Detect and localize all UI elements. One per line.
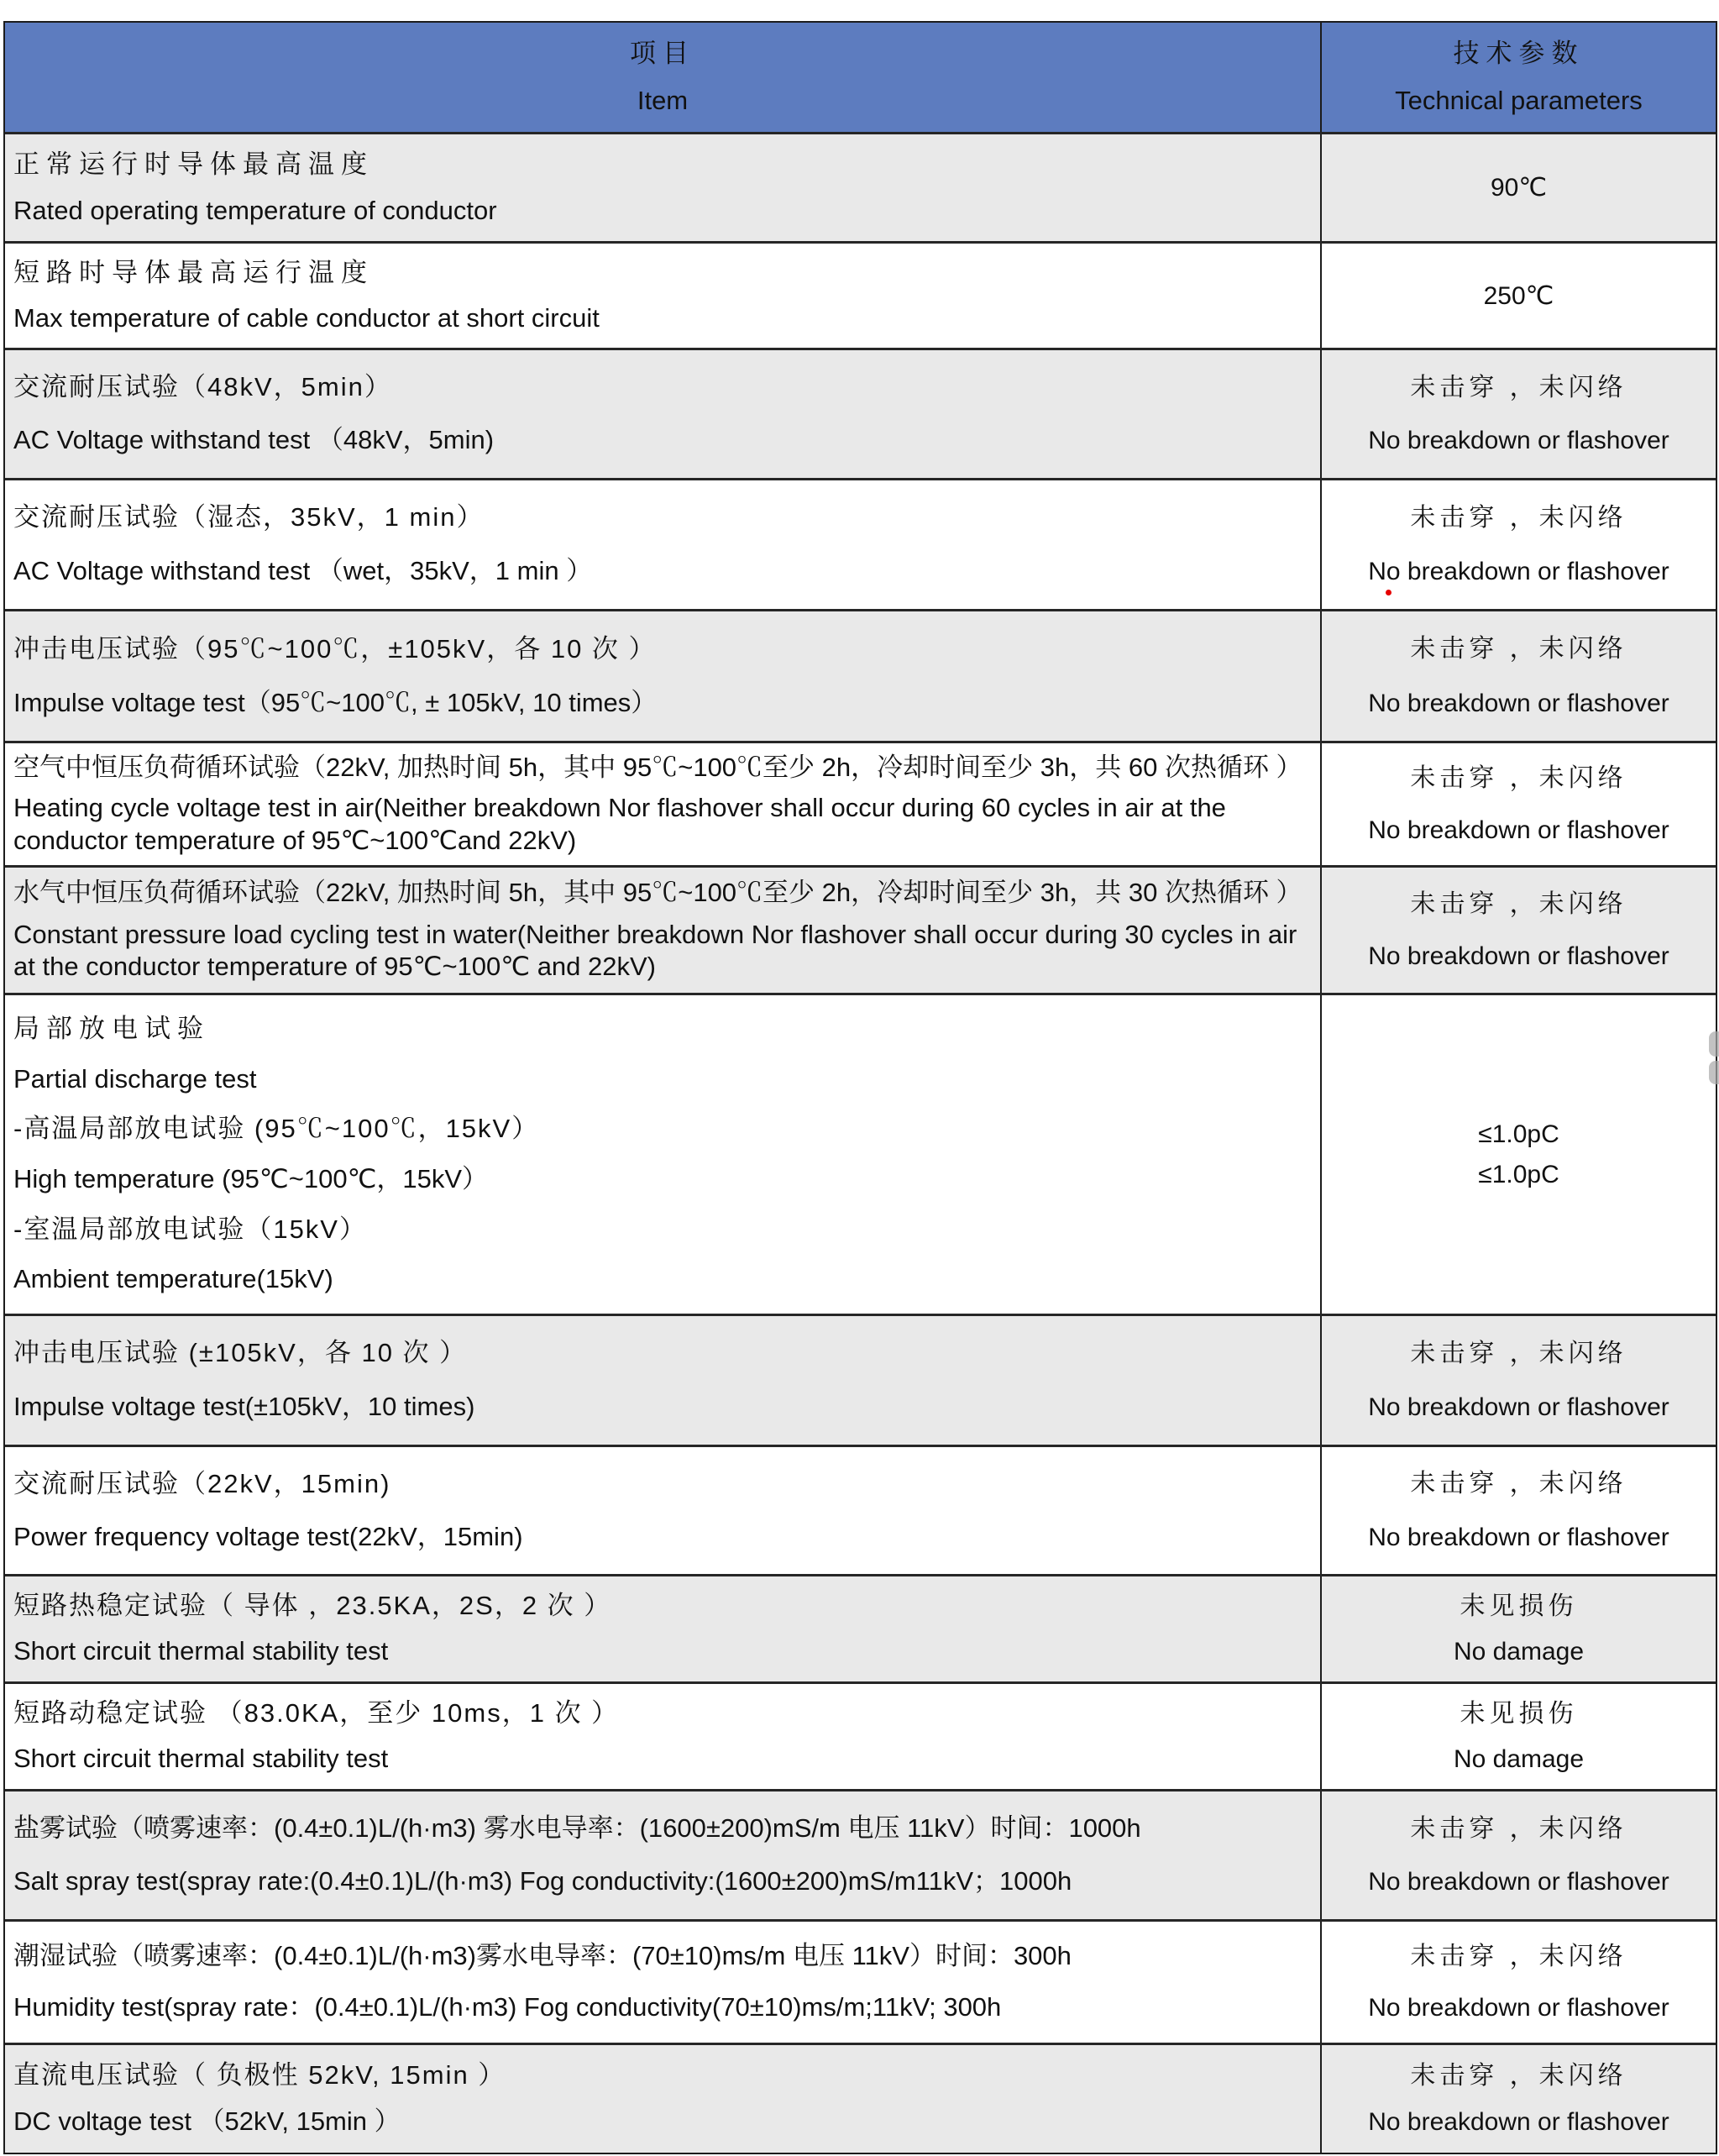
header-params-cell bbox=[1320, 23, 1716, 132]
value-text-cn: 未击穿 ，未闪络 bbox=[1410, 635, 1627, 664]
value-text-cn: 未击穿 ，未闪络 bbox=[1410, 1814, 1627, 1843]
technical-parameters-table bbox=[3, 21, 1717, 2154]
item-subtext-cn-ambient: -室温局部放电试验（15kV） bbox=[13, 1214, 367, 1244]
value-cell bbox=[1320, 2045, 1716, 2153]
item-text-cn: 冲击电压试验 (±105kV，各 10 次 ） bbox=[13, 1338, 468, 1368]
value-cell bbox=[1320, 1576, 1716, 1681]
item-cell bbox=[5, 1316, 1320, 1445]
value-text-en: No damage bbox=[1453, 1745, 1585, 1774]
value-text: 90℃ bbox=[1490, 174, 1548, 202]
value-text-cn: 未击穿 ，未闪络 bbox=[1410, 1943, 1627, 1970]
item-cell bbox=[5, 134, 1320, 241]
value-cell bbox=[1320, 1316, 1716, 1445]
value-cell bbox=[1320, 995, 1716, 1314]
stray-red-dot-annotation bbox=[1386, 590, 1391, 595]
item-text-cn: 短路动稳定试验 （83.0KA，至少 10ms，1 次 ） bbox=[13, 1697, 620, 1728]
value-text-en: No breakdown or flashover bbox=[1368, 1523, 1669, 1551]
header-item-label-en: Item bbox=[637, 85, 689, 115]
header-params-label-en: Technical parameters bbox=[1395, 85, 1643, 115]
row-short-circuit-thermal-stability bbox=[5, 1574, 1716, 1681]
value-text-en: No breakdown or flashover bbox=[1368, 689, 1669, 717]
row-heating-cycle-air bbox=[5, 741, 1716, 865]
value-text-cn: 未击穿 ，未闪络 bbox=[1410, 889, 1627, 918]
row-impulse-voltage-95-100 bbox=[5, 609, 1716, 741]
row-rated-operating-temperature bbox=[5, 132, 1716, 241]
item-cell bbox=[5, 611, 1320, 741]
item-text-en: Heating cycle voltage test in air(Neither breakdown Nor flashover shall occur during 60 cycles in air at the conductor temperature of 95℃~100℃and 22kV) bbox=[13, 792, 1226, 855]
item-cell bbox=[5, 1791, 1320, 1919]
item-text-cn: 空气中恒压负荷循环试验（22kV, 加热时间 5h，其中 95℃~100℃至少 2h，冷却时间至少 3h，共 60 次热循环 ） bbox=[13, 752, 1302, 782]
row-partial-discharge-test bbox=[5, 993, 1716, 1314]
value-text-en: No breakdown or flashover bbox=[1368, 1994, 1669, 2022]
header-params-label-cn: 技术参数 bbox=[1453, 38, 1585, 68]
value-text-cn: 未击穿 ，未闪络 bbox=[1410, 373, 1627, 401]
value-text-en: No breakdown or flashover bbox=[1368, 427, 1669, 455]
item-text-en: Humidity test(spray rate：(0.4±0.1)L/(h·m3) Fog conductivity(70±10)ms/m;11kV; 300h bbox=[13, 1992, 1002, 2022]
item-text-cn: 正常运行时导体最高温度 bbox=[13, 149, 374, 179]
item-text-cn: 交流耐压试验（湿态，35kV，1 min） bbox=[13, 502, 485, 532]
row-ac-voltage-withstand-48kv bbox=[5, 348, 1716, 478]
item-cell bbox=[5, 244, 1320, 348]
value-cell bbox=[1320, 480, 1716, 609]
item-cell bbox=[5, 1684, 1320, 1789]
right-edge-scrollbar-fragment bbox=[1709, 1061, 1719, 1084]
value-cell bbox=[1320, 868, 1716, 993]
item-cell bbox=[5, 868, 1320, 993]
row-humidity-test bbox=[5, 1919, 1716, 2043]
row-short-circuit-max-temperature bbox=[5, 241, 1716, 348]
item-subtext-en-high-temp: High temperature (95℃~100℃，15kV） bbox=[13, 1163, 489, 1193]
value-text-en: No breakdown or flashover bbox=[1368, 558, 1669, 585]
value-text-en: No breakdown or flashover bbox=[1368, 2108, 1669, 2137]
item-cell bbox=[5, 1447, 1320, 1574]
value-cell bbox=[1320, 244, 1716, 348]
item-text-cn: 交流耐压试验（48kV，5min） bbox=[13, 371, 392, 401]
item-cell bbox=[5, 480, 1320, 609]
row-short-circuit-dynamic-stability bbox=[5, 1681, 1716, 1789]
item-cell bbox=[5, 743, 1320, 865]
item-text-en: Max temperature of cable conductor at short circuit bbox=[13, 302, 600, 333]
value-cell bbox=[1320, 611, 1716, 741]
value-cell bbox=[1320, 1447, 1716, 1574]
value-cell bbox=[1320, 1791, 1716, 1919]
row-power-frequency-voltage bbox=[5, 1445, 1716, 1574]
value-text-cn: 未击穿 ，未闪络 bbox=[1410, 2061, 1627, 2090]
row-salt-spray-test bbox=[5, 1789, 1716, 1919]
value-cell bbox=[1320, 1684, 1716, 1789]
value-text-cn: 未见损伤 bbox=[1460, 1592, 1578, 1620]
item-subtext-cn-high-temp: -高温局部放电试验 (95℃~100℃，15kV） bbox=[13, 1114, 540, 1144]
value-text-en: No breakdown or flashover bbox=[1368, 1868, 1669, 1896]
item-text-cn: 直流电压试验（ 负极性 52kV, 15min ） bbox=[13, 2059, 506, 2090]
item-cell bbox=[5, 1576, 1320, 1681]
item-text-cn: 冲击电压试验（95℃~100℃，±105kV，各 10 次 ） bbox=[13, 633, 657, 664]
value-text-line1: ≤1.0pC bbox=[1478, 1120, 1559, 1148]
item-text-cn: 短路热稳定试验（ 导体 ，23.5KA，2S，2 次 ） bbox=[13, 1590, 612, 1620]
item-text-en: AC Voltage withstand test （wet，35kV，1 min ） bbox=[13, 556, 593, 586]
row-ac-voltage-withstand-wet-35kv bbox=[5, 478, 1716, 609]
header-item-label-cn: 项目 bbox=[630, 38, 695, 68]
row-dc-voltage-test bbox=[5, 2043, 1716, 2153]
value-text-line2: ≤1.0pC bbox=[1478, 1160, 1559, 1188]
item-cell bbox=[5, 2045, 1320, 2153]
value-text-en: No damage bbox=[1453, 1638, 1585, 1666]
item-text-en: AC Voltage withstand test （48kV，5min) bbox=[13, 425, 495, 455]
value-cell bbox=[1320, 743, 1716, 865]
value-text-cn: 未击穿 ，未闪络 bbox=[1410, 1470, 1627, 1498]
value-text-cn: 未击穿 ，未闪络 bbox=[1410, 504, 1627, 532]
row-impulse-voltage-105kv bbox=[5, 1314, 1716, 1445]
item-text-en: Power frequency voltage test(22kV，15min) bbox=[13, 1521, 523, 1551]
item-text-en: Short circuit thermal stability test bbox=[13, 1744, 389, 1774]
value-text-en: No breakdown or flashover bbox=[1368, 942, 1669, 971]
item-text-cn: 短路时导体最高运行温度 bbox=[13, 257, 374, 287]
header-item-cell bbox=[5, 23, 1320, 132]
value-text-cn: 未击穿 ，未闪络 bbox=[1410, 764, 1627, 793]
item-text-en: Constant pressure load cycling test in water(Neither breakdown Nor flashover shall occur during 30 cycles in air at the conductor temperature of 95℃~100℃ and 22kV) bbox=[13, 919, 1297, 982]
value-text-en: No breakdown or flashover bbox=[1368, 1393, 1669, 1421]
item-text-cn: 盐雾试验（喷雾速率：(0.4±0.1)L/(h·m3) 雾水电导率：(1600±200)mS/m 电压 11kV）时间：1000h bbox=[13, 1812, 1141, 1843]
value-cell bbox=[1320, 1922, 1716, 2043]
item-cell bbox=[5, 350, 1320, 478]
item-text-cn: 潮湿试验（喷雾速率：(0.4±0.1)L/(h·m3)雾水电导率：(70±10)ms/m 电压 11kV）时间：300h bbox=[13, 1941, 1072, 1971]
value-text: 250℃ bbox=[1483, 281, 1554, 310]
item-text-en: Impulse voltage test(±105kV，10 times) bbox=[13, 1392, 475, 1422]
item-text-en: DC voltage test （52kV, 15min ） bbox=[13, 2106, 401, 2137]
item-text-en: Partial discharge test bbox=[13, 1063, 257, 1094]
value-cell bbox=[1320, 134, 1716, 241]
item-text-en: Salt spray test(spray rate:(0.4±0.1)L/(h·m3) Fog conductivity:(1600±200)mS/m11kV；1000h bbox=[13, 1866, 1072, 1896]
item-text-en: Short circuit thermal stability test bbox=[13, 1636, 389, 1666]
item-cell bbox=[5, 1922, 1320, 2043]
item-text-en: Rated operating temperature of conductor bbox=[13, 195, 497, 225]
item-text-cn: 局部放电试验 bbox=[13, 1013, 210, 1043]
value-text-cn: 未见损伤 bbox=[1460, 1699, 1578, 1728]
item-subtext-en-ambient: Ambient temperature(15kV) bbox=[13, 1264, 333, 1294]
value-cell bbox=[1320, 350, 1716, 478]
item-text-en: Impulse voltage test（95℃~100℃, ± 105kV, 10 times） bbox=[13, 687, 658, 717]
item-text-cn: 交流耐压试验（22kV，15min) bbox=[13, 1468, 391, 1498]
value-text-en: No breakdown or flashover bbox=[1368, 816, 1669, 844]
item-cell bbox=[5, 995, 1320, 1314]
item-text-cn: 水气中恒压负荷循环试验（22kV, 加热时间 5h，其中 95℃~100℃至少 2h，冷却时间至少 3h，共 30 次热循环 ） bbox=[13, 877, 1302, 907]
value-text-cn: 未击穿 ，未闪络 bbox=[1410, 1340, 1627, 1367]
right-edge-scrollbar-fragment bbox=[1709, 1031, 1719, 1057]
row-load-cycling-water bbox=[5, 865, 1716, 993]
table-header-row bbox=[5, 23, 1716, 132]
